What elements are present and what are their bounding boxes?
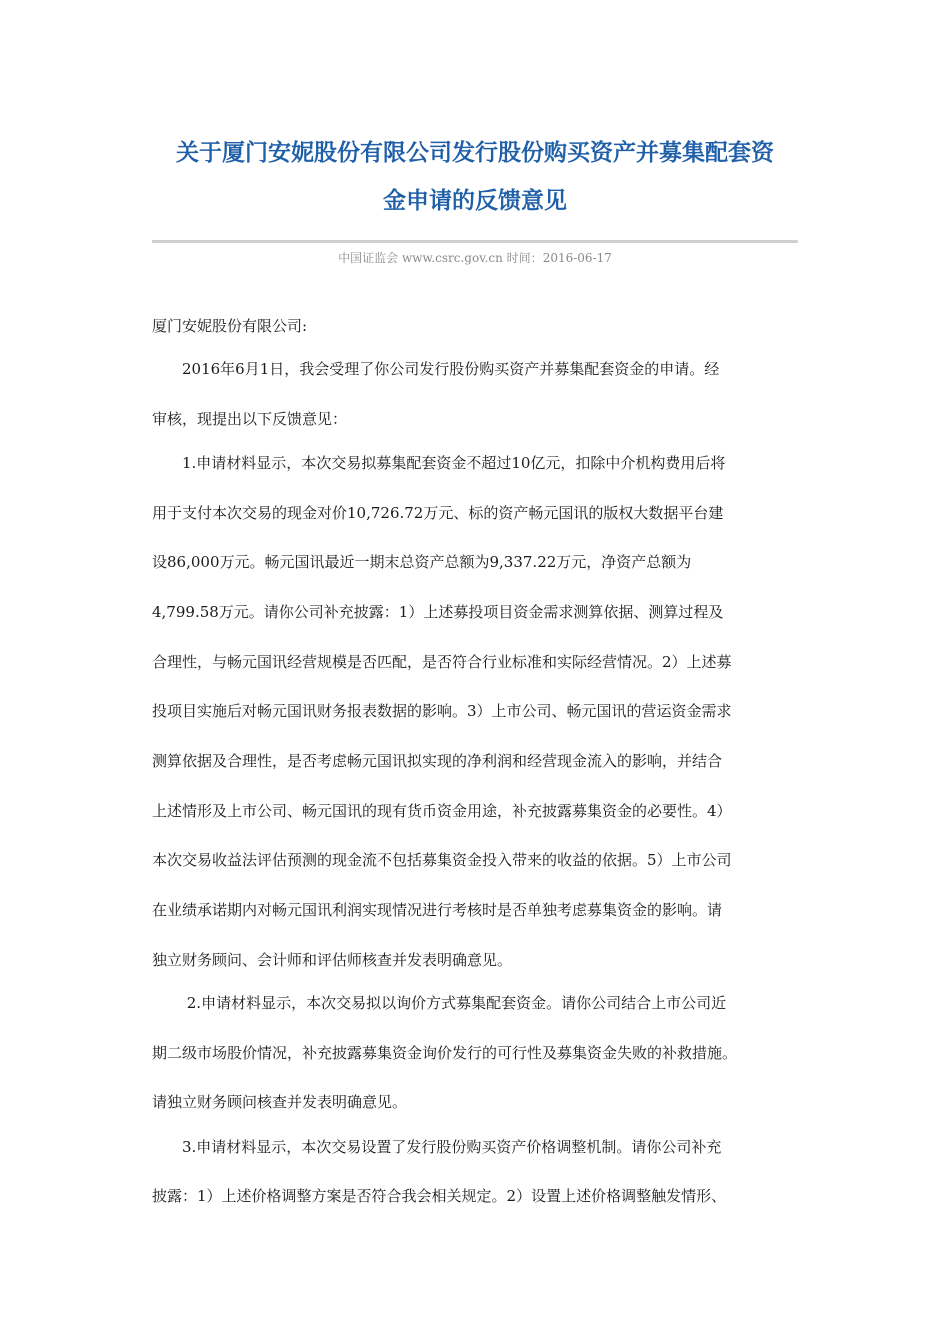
body-line: 2.申请材料显示，本次交易拟以询价方式募集配套资金。请你公司结合上市公司近 (152, 994, 727, 1012)
body-line: 审核，现提出以下反馈意见： (152, 410, 348, 428)
meta-source: 中国证监会 (338, 251, 399, 265)
salutation-line: 厦门安妮股份有限公司: (152, 317, 308, 335)
body-line: 本次交易收益法评估预测的现金流不包括募集资金投入带来的收益的依据。5）上市公司 (152, 851, 732, 869)
body-line: 期二级市场股价情况，补充披露募集资金询价发行的可行性及募集资金失败的补救措施。 (152, 1044, 738, 1062)
body-line: 测算依据及合理性，是否考虑畅元国讯拟实现的净利润和经营现金流入的影响，并结合 (152, 752, 723, 770)
body-line: 投项目实施后对畅元国讯财务报表数据的影响。3）上市公司、畅元国讯的营运资金需求 (152, 702, 732, 720)
meta-time-label: 时间： (506, 251, 543, 265)
title-divider (152, 240, 798, 243)
source-meta (152, 248, 798, 268)
body-line: 2016年6月1日，我会受理了你公司发行股份购买资产并募集配套资金的申请。经 (152, 360, 720, 378)
body-line: 3.申请材料显示，本次交易设置了发行股份购买资产价格调整机制。请你公司补充 (152, 1138, 722, 1156)
body-line: 在业绩承诺期内对畅元国讯利润实现情况进行考核时是否单独考虑募集资金的影响。请 (152, 901, 723, 919)
meta-site: www.csrc.gov.cn (401, 251, 503, 265)
body-line: 合理性，与畅元国讯经营规模是否匹配，是否符合行业标准和实际经营情况。2）上述募 (152, 653, 732, 671)
page-title-line-1: 关于厦门安妮股份有限公司发行股份购买资产并募集配套资 (176, 140, 774, 166)
body-line: 1.申请材料显示，本次交易拟募集配套资金不超过10亿元，扣除中介机构费用后将 (152, 454, 726, 472)
body-line: 上述情形及上市公司、畅元国讯的现有货币资金用途，补充披露募集资金的必要性。4） (152, 802, 732, 820)
body-line: 请独立财务顾问核查并发表明确意见。 (152, 1093, 408, 1111)
body-line: 4,799.58万元。请你公司补充披露：1）上述募投项目资金需求测算依据、测算过程及 (152, 603, 724, 621)
meta-date: 2016-06-17 (542, 251, 612, 265)
body-line: 设86,000万元。畅元国讯最近一期末总资产总额为9,337.22万元，净资产总额为 (152, 553, 692, 571)
body-line: 披露：1）上述价格调整方案是否符合我会相关规定。2）设置上述价格调整触发情形、 (152, 1187, 727, 1205)
body-line: 用于支付本次交易的现金对价10,726.72万元、标的资产畅元国讯的版权大数据平台建 (152, 504, 724, 522)
page-title-line-2: 金申请的反馈意见 (383, 188, 567, 214)
body-line: 独立财务顾问、会计师和评估师核查并发表明确意见。 (152, 951, 513, 969)
